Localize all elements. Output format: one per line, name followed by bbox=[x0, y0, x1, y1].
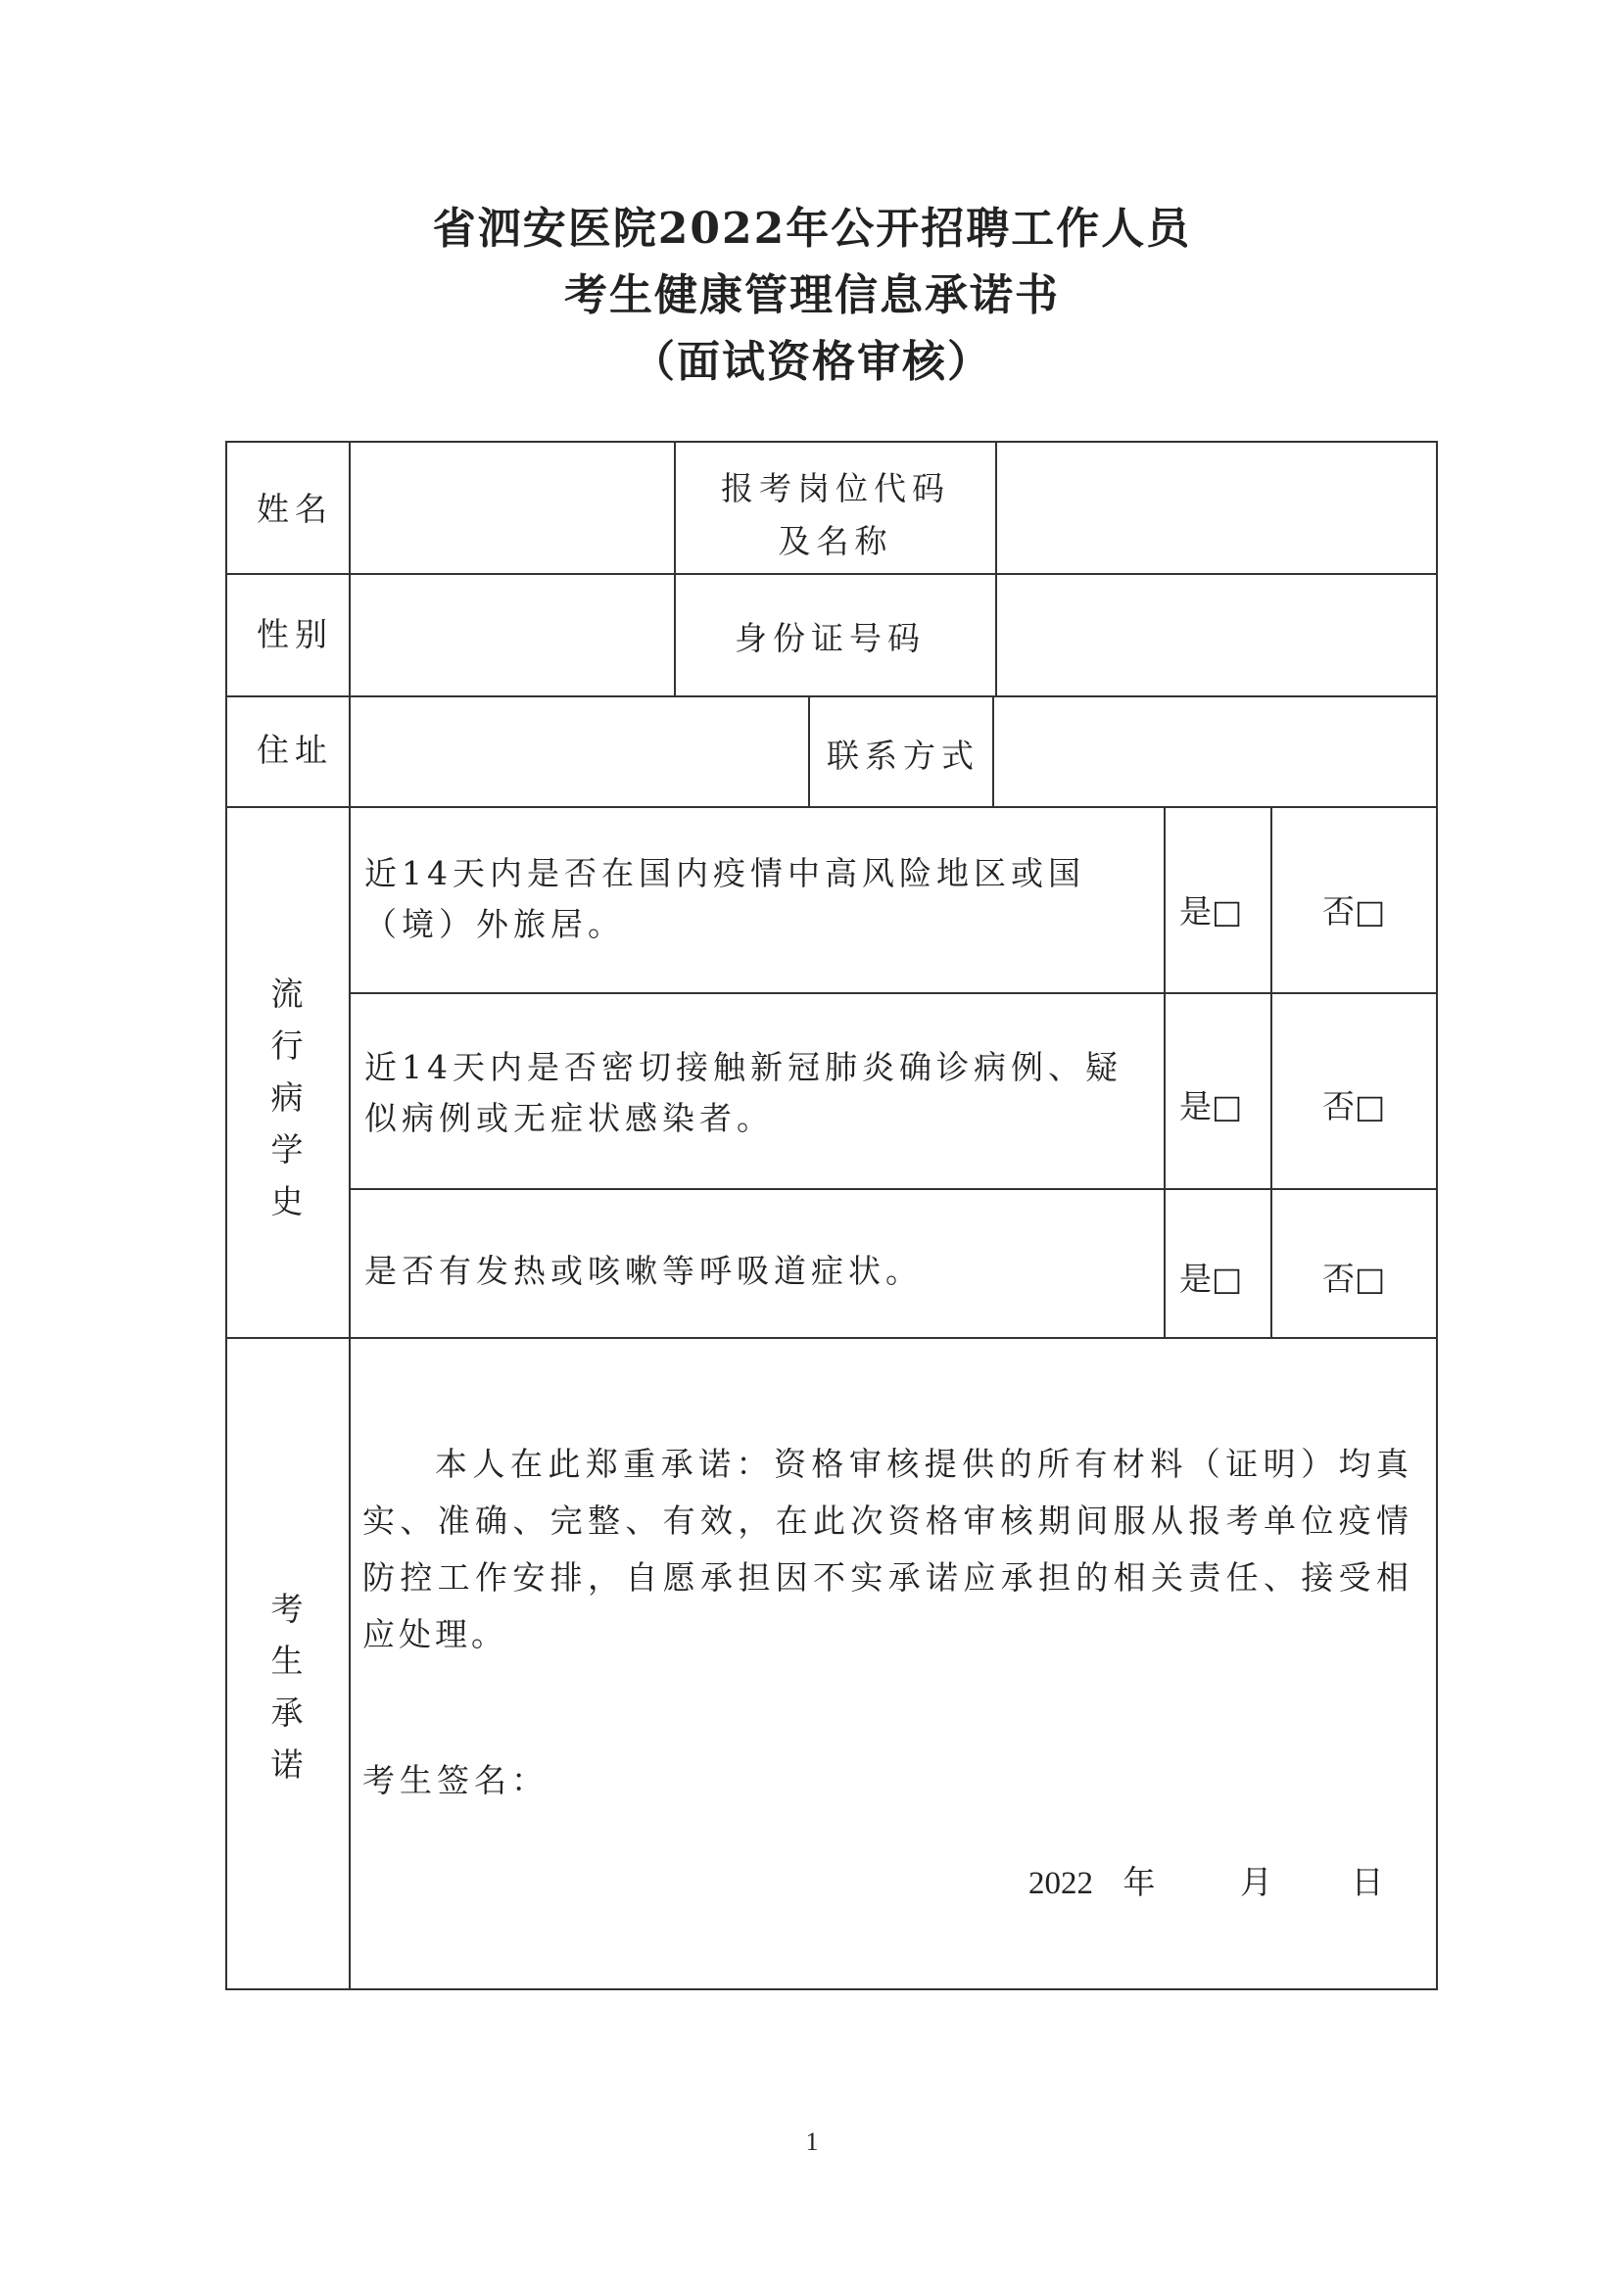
contact-label: 联系方式 bbox=[827, 737, 979, 775]
address-label: 住址 bbox=[257, 731, 333, 769]
q2-yes-checkbox[interactable]: 是□ bbox=[1179, 1087, 1243, 1125]
name-field[interactable] bbox=[351, 443, 672, 571]
column-divider bbox=[1164, 806, 1166, 1337]
date-line bbox=[1028, 1857, 1384, 1903]
address-field[interactable] bbox=[351, 697, 806, 804]
q3-yes-checkbox[interactable]: 是□ bbox=[1179, 1260, 1243, 1298]
id-number-label: 身份证号码 bbox=[735, 619, 926, 657]
question-travel-history: 近14天内是否在国内疫情中高风险地区或国（境）外旅居。 bbox=[364, 854, 1085, 943]
date-month-unit: 月 bbox=[1240, 1866, 1272, 1901]
contact-field[interactable] bbox=[994, 697, 1436, 804]
date-year-unit: 年 bbox=[1122, 1866, 1156, 1901]
date-year-value: 2022 bbox=[1028, 1866, 1093, 1901]
row-divider bbox=[349, 1188, 1438, 1190]
pledge-statement: 本人在此郑重承诺：资格审核提供的所有材料（证明）均真实、准确、完整、有效，在此次资格审核期间服从报考单位疫情防控工作安排，自愿承担因不实承诺应承担的相关责任、接受相应处理。 bbox=[362, 1445, 1412, 1653]
question-close-contact: 近14天内是否密切接触新冠肺炎确诊病例、疑似病例或无症状感染者。 bbox=[364, 1048, 1122, 1137]
q1-no-checkbox[interactable]: 否□ bbox=[1322, 892, 1386, 931]
candidate-pledge-label: 考生承诺 bbox=[270, 1590, 304, 1784]
signature-field[interactable] bbox=[529, 1753, 1117, 1812]
row-divider bbox=[225, 806, 1438, 808]
column-divider bbox=[674, 441, 676, 695]
document-title-line-2: 考生健康管理信息承诺书 bbox=[564, 270, 1060, 320]
signature-label: 考生签名： bbox=[362, 1761, 549, 1799]
document-title-line-1: 省泗安医院2022年公开招聘工作人员 bbox=[432, 204, 1192, 254]
position-code-label: 报考岗位代码及名称 bbox=[721, 469, 950, 560]
row-divider bbox=[225, 1337, 1438, 1339]
question-symptoms: 是否有发热或咳嗽等呼吸道症状。 bbox=[364, 1252, 923, 1290]
q2-no-checkbox[interactable]: 否□ bbox=[1322, 1087, 1386, 1125]
position-code-field[interactable] bbox=[997, 443, 1436, 571]
gender-field[interactable] bbox=[351, 575, 672, 693]
page-number: 1 bbox=[805, 2127, 819, 2156]
date-day-unit: 日 bbox=[1351, 1866, 1384, 1901]
column-divider bbox=[1270, 806, 1272, 1337]
column-divider bbox=[808, 695, 810, 806]
name-label: 姓名 bbox=[257, 490, 333, 528]
gender-label: 性别 bbox=[257, 615, 333, 653]
q1-yes-checkbox[interactable]: 是□ bbox=[1179, 892, 1243, 931]
id-number-field[interactable] bbox=[997, 575, 1436, 693]
epidemiology-history-label: 流行病学史 bbox=[270, 975, 304, 1220]
document-title-line-3: （面试资格审核） bbox=[632, 337, 992, 387]
row-divider bbox=[349, 992, 1438, 994]
q3-no-checkbox[interactable]: 否□ bbox=[1322, 1260, 1386, 1298]
